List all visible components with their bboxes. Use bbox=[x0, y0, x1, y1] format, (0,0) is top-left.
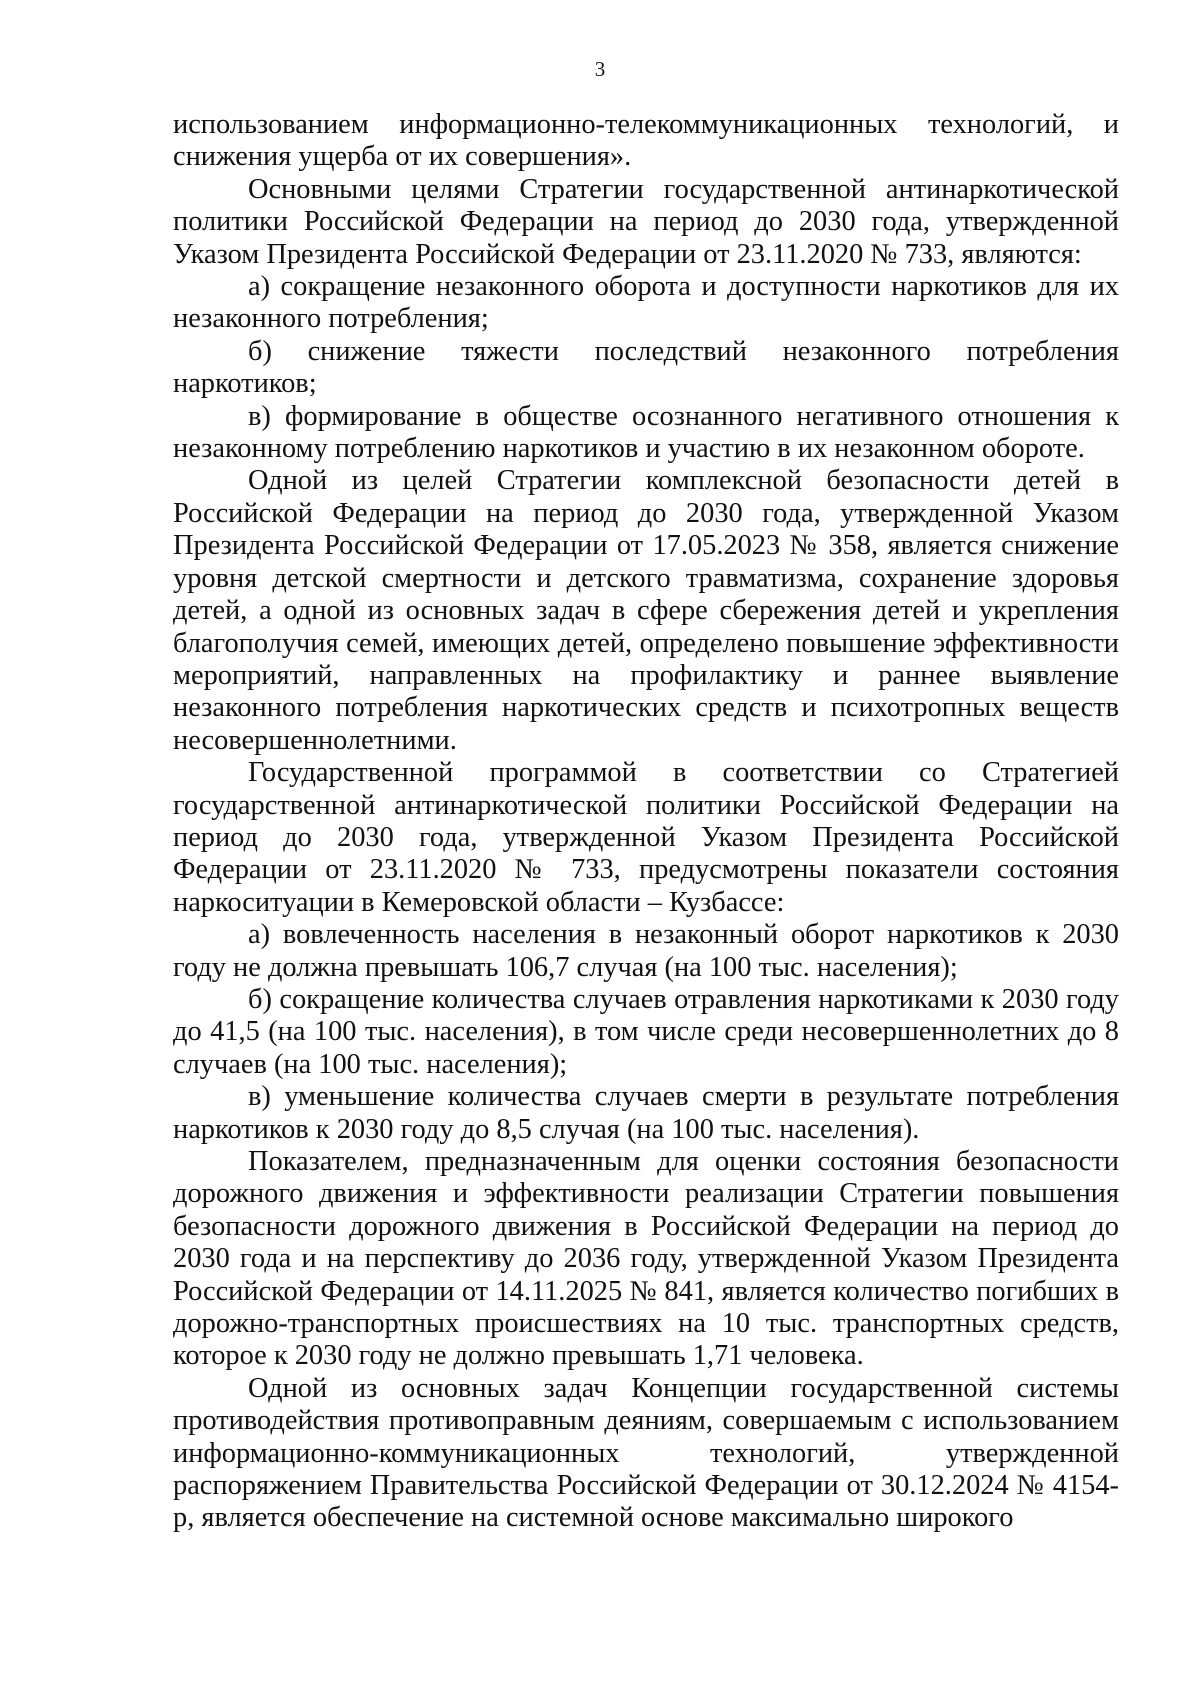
paragraph-antidrug-strategy-goals: Основными целями Стратегии государственной антинаркотической политики Российской Федерации на период до 2030 года, утвержденной Указом Президента Российской Федерации от 23.11.2020 № 733, являются: bbox=[173, 173, 1119, 270]
document-body bbox=[173, 109, 1119, 1535]
list-item-a-reduce-trafficking: а) сокращение незаконного оборота и доступности наркотиков для их незаконного потребления; bbox=[173, 271, 1119, 335]
list-item-b-poisoning: б) сокращение количества случаев отравления наркотиками к 2030 году до 41,5 (на 100 тыс. населения), в том числе среди несовершеннолетних до 8 случаев (на 100 тыс. населения); bbox=[173, 983, 1119, 1080]
list-item-c-mortality: в) уменьшение количества случаев смерти в результате потребления наркотиков к 2030 году до 8,5 случая (на 100 тыс. населения). bbox=[173, 1081, 1119, 1145]
list-item-c-negative-attitude: в) формирование в обществе осознанного негативного отношения к незаконному потреблению наркотиков и участию в их незаконном обороте. bbox=[173, 400, 1119, 465]
paragraph-state-program-indicators: Государственной программой в соответствии со Стратегией государственной антинаркотической политики Российской Федерации на период до 2030 года, утвержденной Указом Президента Российской Федерации от 23.11.2020 № 733, предусмотрены показатели состояния наркоситуации в Кемеровской области – Кузбассе: bbox=[173, 757, 1119, 918]
list-item-a-involvement: а) вовлеченность населения в незаконный оборот наркотиков к 2030 году не должна превышать 106,7 случая (на 100 тыс. населения); bbox=[173, 919, 1119, 983]
paragraph-continuation: использованием информационно-телекоммуникационных технологий, и снижения ущерба от их совершения». bbox=[173, 109, 1119, 173]
page-number: 3 bbox=[594, 57, 606, 81]
paragraph-child-safety-strategy: Одной из целей Стратегии комплексной безопасности детей в Российской Федерации на период до 2030 года, утвержденной Указом Президента Российской Федерации от 17.05.2023 № 358, является снижение уровня детской смертности и детского травматизма, сохранение здоровья детей, а одной из основных задач в сфере сбережения детей и укрепления благополучия семей, имеющих детей, определено повышение эффективности мероприятий, направленных на профилактику и раннее выявление незаконного потребления наркотических средств и психотропных веществ несовершеннолетними. bbox=[173, 465, 1119, 756]
paragraph-ict-crime-concept: Одной из основных задач Концепции государственной системы противодействия противоправным деяниям, совершаемым с использованием информационно-коммуникационных технологий, утвержденной распоряжением Правительства Российской Федерации от 30.12.2024 № 4154-р, является обеспечение на системной основе максимально широкого bbox=[173, 1372, 1119, 1534]
paragraph-road-safety-indicator: Показателем, предназначенным для оценки состояния безопасности дорожного движения и эффективности реализации Стратегии повышения безопасности дорожного движения в Российской Федерации на период до 2030 года и на перспективу до 2036 году, утвержденной Указом Президента Российской Федерации от 14.11.2025 № 841, является количество погибших в дорожно-транспортных происшествиях на 10 тыс. транспортных средств, которое к 2030 году не должно превышать 1,71 человека. bbox=[173, 1146, 1119, 1372]
list-item-b-reduce-consequences: б) снижение тяжести последствий незаконного потребления наркотиков; bbox=[173, 335, 1119, 400]
